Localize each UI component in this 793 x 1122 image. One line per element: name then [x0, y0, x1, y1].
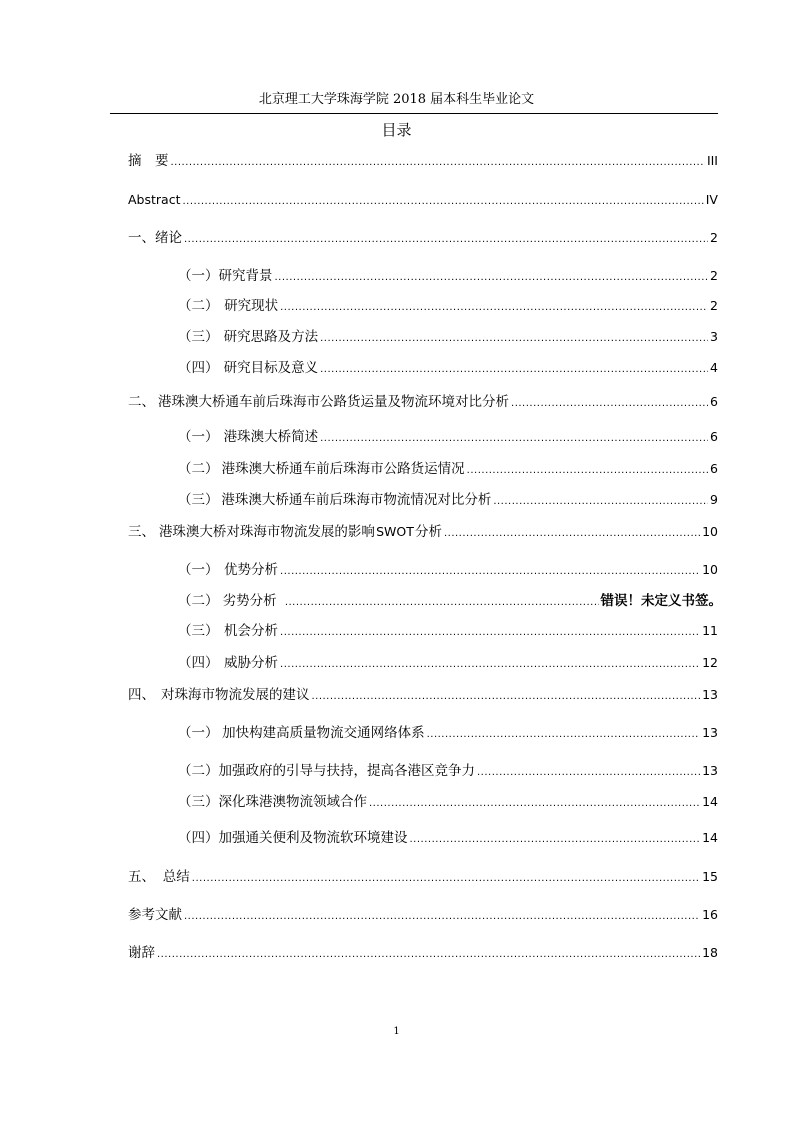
toc-entry-number: 二、	[128, 394, 155, 410]
toc-leader	[493, 493, 708, 511]
toc-entry-chapter-2[interactable]	[128, 393, 718, 413]
toc-page-number: III	[706, 153, 718, 168]
toc-page-number: 2	[710, 268, 718, 283]
toc-leader	[280, 563, 700, 581]
toc-page-number: 4	[710, 360, 718, 375]
toc-page-number: 12	[702, 655, 718, 670]
toc-leader	[511, 395, 708, 413]
toc-entry-label: Abstract	[128, 192, 181, 207]
toc-page-number: 14	[702, 794, 718, 809]
toc-entry-label: 机会分析	[224, 623, 279, 639]
toc-entry-1-4[interactable]	[178, 359, 718, 379]
toc-leader	[157, 946, 700, 964]
toc-page-number: 16	[702, 907, 718, 922]
toc-leader	[320, 361, 708, 379]
toc-entry-label: 一、绪论	[128, 230, 182, 246]
toc-entry-number: 三、	[128, 524, 155, 540]
toc-leader	[427, 726, 701, 744]
toc-page-number: 18	[702, 945, 718, 960]
toc-entry-label: 研究思路及方法	[223, 329, 319, 345]
toc-page-number: 13	[702, 725, 718, 740]
toc-leader	[184, 908, 700, 926]
toc-entry-number: （二）	[178, 461, 219, 477]
toc-leader	[280, 624, 700, 642]
toc-entry-number: （一）	[178, 562, 219, 578]
toc-entry-number: （三）	[178, 329, 219, 345]
toc-entry-number: （二）	[178, 298, 219, 314]
toc-entry-number: 五、	[128, 869, 155, 885]
toc-entry-chapter-1[interactable]	[128, 229, 718, 249]
toc-page-number: 10	[702, 524, 719, 539]
toc-entry-2-1[interactable]	[178, 428, 718, 448]
toc-entry-label: 谢辞	[128, 945, 155, 961]
toc-page-number: 6	[710, 429, 718, 444]
toc-entry-label: 优势分析	[224, 562, 279, 578]
toc-entry-number: （三）	[178, 492, 219, 508]
toc-page-number: 2	[710, 298, 718, 313]
toc-entry-number: （一）	[178, 429, 219, 445]
toc-entry-4-4[interactable]	[178, 829, 718, 849]
toc-page-number: 2	[710, 230, 718, 245]
toc-entry-label: 研究现状	[224, 298, 279, 314]
toc-entry-number: （一）	[178, 725, 219, 741]
toc-entry-number: 四、	[128, 687, 155, 703]
toc-page-number: 10	[702, 562, 718, 577]
toc-entry-4-1[interactable]	[178, 724, 718, 744]
toc-entry-abstract-cn[interactable]	[128, 152, 718, 172]
toc-leader	[280, 299, 708, 317]
toc-entry-label: 参考文献	[128, 907, 182, 923]
toc-entry-3-1[interactable]	[178, 561, 718, 581]
toc-leader	[171, 154, 705, 172]
toc-page-number: 9	[710, 492, 718, 507]
toc-entry-label: 港珠澳大桥通车前后珠海市公路货运情况	[221, 461, 465, 477]
toc-entry-acknowledgements[interactable]	[128, 944, 718, 964]
toc-page-number: 6	[710, 461, 718, 476]
toc-entry-3-2[interactable]	[178, 592, 722, 612]
toc-entry-label-swot: SWOT	[376, 524, 414, 539]
toc-entry-3-4[interactable]	[178, 654, 718, 674]
toc-entry-1-3[interactable]	[178, 328, 718, 348]
toc-page-number: 3	[710, 329, 718, 344]
toc-leader	[410, 831, 701, 849]
toc-leader	[182, 193, 703, 211]
toc-entry-label-tail: 分析	[414, 524, 442, 540]
toc-leader	[369, 795, 700, 813]
toc-entry-4-3[interactable]	[178, 793, 718, 813]
toc-leader	[275, 269, 709, 287]
toc-entry-label: （四）加强通关便利及物流软环境建设	[178, 830, 408, 846]
toc-entry-label: 港珠澳大桥对珠海市物流发展的影响	[158, 524, 375, 540]
toc-leader	[477, 764, 700, 782]
toc-leader	[192, 870, 700, 888]
toc-leader	[320, 330, 708, 348]
toc-entry-number: （四）	[178, 360, 219, 376]
toc-entry-label: 劣势分析	[222, 593, 277, 609]
header-rule	[110, 113, 718, 114]
toc-entry-3-3[interactable]	[178, 622, 718, 642]
toc-leader	[285, 594, 599, 612]
toc-entry-label: （三）深化珠港澳物流领域合作	[178, 794, 367, 810]
toc-leader	[311, 688, 700, 706]
toc-entry-1-2[interactable]	[178, 297, 718, 317]
toc-entry-label: （一）研究背景	[178, 268, 273, 284]
toc-entry-label: 研究目标及意义	[223, 360, 319, 376]
toc-entry-label: 加快构建高质量物流交通网络体系	[222, 725, 425, 741]
toc-leader	[320, 430, 708, 448]
toc-entry-references[interactable]	[128, 906, 718, 926]
page-number: 1	[393, 1026, 400, 1037]
toc-entry-label: 港珠澳大桥简述	[223, 429, 319, 445]
toc-entry-1-1[interactable]	[178, 267, 718, 287]
running-header: 北京理工大学珠海学院 2018 届本科生毕业论文	[258, 92, 535, 107]
toc-entry-number: （三）	[178, 623, 219, 639]
toc-entry-label: （二）加强政府的引导与扶持，提高各港区竞争力	[178, 763, 475, 779]
toc-page-number: 15	[702, 869, 718, 884]
toc-entry-label: 对珠海市物流发展的建议	[160, 687, 310, 703]
toc-entry-label: 威胁分析	[224, 655, 279, 671]
toc-entry-chapter-3[interactable]	[128, 523, 718, 543]
toc-page-number: 6	[710, 394, 718, 409]
toc-page-error: 错误！未定义书签。	[600, 593, 722, 609]
toc-entry-label: 总结	[162, 869, 190, 885]
toc-page-number: 13	[702, 687, 718, 702]
toc-leader	[280, 656, 700, 674]
toc-entry-label: 港珠澳大桥通车前后珠海市物流情况对比分析	[221, 492, 492, 508]
toc-leader	[444, 525, 700, 543]
toc-page-number: 13	[702, 763, 718, 778]
toc-leader	[467, 462, 708, 480]
toc-page-number: 14	[702, 830, 718, 845]
toc-leader	[184, 231, 708, 249]
toc-entry-number: （四）	[178, 655, 219, 671]
toc-title: 目录	[381, 121, 412, 139]
toc-entry-chapter-5[interactable]	[128, 868, 718, 888]
toc-entry-label: 摘 要	[128, 153, 169, 169]
toc-entry-label: 港珠澳大桥通车前后珠海市公路货运量及物流环境对比分析	[158, 394, 510, 410]
toc-entry-abstract-en[interactable]	[128, 191, 718, 211]
toc-entry-2-2[interactable]	[178, 460, 718, 480]
toc-page-number: 11	[702, 623, 718, 638]
toc-entry-4-2[interactable]	[178, 762, 718, 782]
toc-entry-chapter-4[interactable]	[128, 686, 718, 706]
toc-page-number: IV	[705, 192, 718, 207]
toc-entry-2-3[interactable]	[178, 491, 718, 511]
toc-entry-number: （二）	[178, 593, 219, 609]
